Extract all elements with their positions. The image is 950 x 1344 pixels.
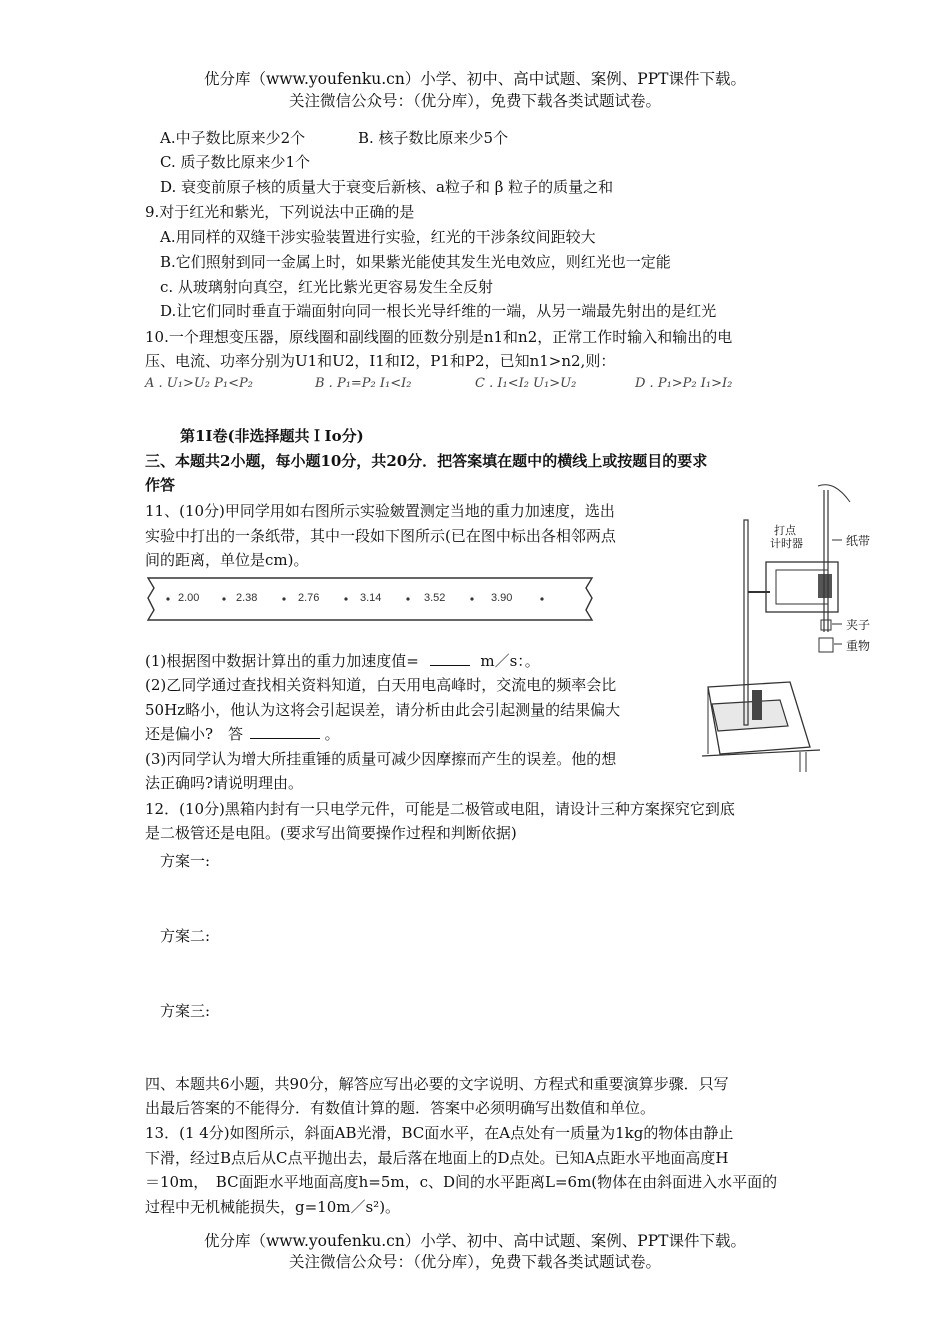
q13-line-4: 过程中无机械能损失，g=10m／s²)。: [145, 1198, 401, 1216]
q11-sub2-end: 。: [324, 725, 340, 743]
q8-option-b: B. 核子数比原来少5个: [358, 129, 509, 147]
q9-option-d: D.让它们同时垂直于端面射向同一根长光导纤维的一端，从另一端最先射出的是红光: [160, 302, 717, 320]
q10-option-b: B . P₁=P₂ I₁<I₂: [315, 376, 412, 391]
label-tape: 纸带: [846, 534, 871, 548]
tape-distance-3: 2.76: [298, 592, 320, 604]
tape-distance-4: 3.14: [360, 592, 382, 604]
q13-line-1: 13．(1 4分)如图所示，斜面AB光滑，BC面水平，在A点处有一质量为1kg的物体由静止: [145, 1124, 734, 1142]
q11-sub3-1: (3)丙同学认为增大所挂重锤的质量可减少因摩擦而产生的误差。他的想: [145, 750, 617, 768]
tape-distance-5: 3.52: [424, 592, 446, 604]
footer-line-1: 优分库（www.youfenku.cn）小学、初中、高中试题、案例、PPT课件下载。: [203, 1232, 747, 1250]
label-timer-2: 计时器: [770, 537, 803, 550]
q11-sub2-answer-blank[interactable]: [250, 738, 320, 739]
q10-option-a: A . U₁>U₂ P₁<P₂: [145, 376, 253, 391]
q11-sub2-3: [145, 723, 340, 745]
section4-line-2: 出最后答案的不能得分．有数值计算的题．答案中必须明确写出数值和单位。: [145, 1099, 656, 1117]
q11-sub1-text: (1)根据图中数据计算出的重力加速度值=: [145, 652, 419, 670]
q9-option-b: B.它们照射到同一金属上时，如果紫光能使其发生光电效应，则红光也一定能: [160, 253, 671, 271]
footer-line-2: 关注微信公众号：（优分库），免费下载各类试题试卷。: [288, 1253, 661, 1271]
tape-distance-6: 3.90: [491, 592, 513, 604]
q9-stem: 9.对于红光和紫光，下列说法中正确的是: [145, 203, 415, 221]
q11-stem-3: 间的距离，单位是cm)。: [145, 551, 309, 569]
q11-sub1-unit: m／s：。: [480, 652, 540, 670]
q12-plan-2: 方案二:: [160, 927, 211, 945]
section3-heading-1: 三、本题共2小题，每小题10分，共20分．把答案填在题中的横线上或按题目的要求: [145, 452, 708, 470]
q11-sub2-2: 50Hz略小，他认为这将会引起误差，请分析由此会引起测量的结果偏大: [145, 701, 621, 719]
section3-heading-2: 作答: [145, 476, 176, 494]
q10-stem-2: 压、电流、功率分别为U1和U2，I1和I2，P1和P2，已知n1>n2,则：: [145, 352, 616, 370]
header-line-2: 关注微信公众号：（优分库），免费下载各类试题试卷。: [288, 92, 661, 110]
q11-sub2-prompt: 还是偏小? 答: [145, 725, 244, 743]
q10-option-d: D . P₁>P₂ I₁>I₂: [635, 376, 733, 391]
q11-sub2-1: (2)乙同学通过查找相关资料知道，白天用电高峰时，交流电的频率会比: [145, 676, 617, 694]
q12-plan-1: 方案一:: [160, 852, 211, 870]
q11-stem-2: 实验中打出的一条纸带，其中一段如下图所示(已在图中标出各相邻两点: [145, 527, 616, 545]
label-clip: 夹子: [846, 618, 871, 632]
q11-sub1-answer-blank[interactable]: [430, 665, 470, 666]
q10-stem-1: 10.一个理想变压器，原线圈和副线圈的匝数分别是n1和n2，正常工作时输入和输出的电: [145, 328, 733, 346]
q8-option-c: C. 质子数比原来少1个: [160, 153, 311, 171]
header-line-1: 优分库（www.youfenku.cn）小学、初中、高中试题、案例、PPT课件下载。: [203, 70, 747, 88]
part2-title: 第1I卷(非选择题共ＩIo分): [180, 427, 364, 445]
tape-distance-2: 2.38: [236, 592, 258, 604]
q9-option-c: c. 从玻璃射向真空，红光比紫光更容易发生全反射: [160, 278, 493, 296]
paper-tape-figure: [146, 574, 594, 624]
apparatus-figure: [700, 482, 880, 774]
q8-option-a: A.中子数比原来少2个: [160, 129, 306, 147]
q13-line-3: ＝10m， BC面距水平地面高度h=5m，c、D间的水平距离L=6m(物体在由斜面进入水平面的: [145, 1173, 778, 1191]
section4-line-1: 四、本题共6小题，共90分，解答应写出必要的文字说明、方程式和重要演算步骤．只写: [145, 1075, 729, 1093]
q8-option-d: D. 衰变前原子核的质量大于衰变后新核、a粒子和 β 粒子的质量之和: [160, 178, 614, 196]
tape-distance-1: 2.00: [178, 592, 200, 604]
label-weight: 重物: [846, 639, 871, 653]
q13-line-2: 下滑，经过B点后从C点平抛出去，最后落在地面上的D点处。已知A点距水平地面高度H: [145, 1149, 729, 1167]
q10-option-c: C . I₁<I₂ U₁>U₂: [475, 376, 577, 391]
q11-stem-1: 11、(10分)甲同学用如右图所示实验皴置测定当地的重力加速度，选出: [145, 502, 615, 520]
q12-stem-1: 12．(10分)黑箱内封有一只电学元件，可能是二极管或电阻，请设计三种方案探究它到底: [145, 800, 735, 818]
q12-stem-2: 是二极管还是电阻。(要求写出简要操作过程和判断依据): [145, 824, 517, 842]
q11-sub3-2: 法正确吗?请说明理由。: [145, 774, 304, 792]
label-timer-1: 打点: [774, 524, 796, 537]
q11-sub1: [145, 650, 540, 672]
q9-option-a: A.用同样的双缝干涉实验装置进行实验，红光的干涉条纹间距较大: [160, 228, 596, 246]
q12-plan-3: 方案三:: [160, 1002, 211, 1020]
